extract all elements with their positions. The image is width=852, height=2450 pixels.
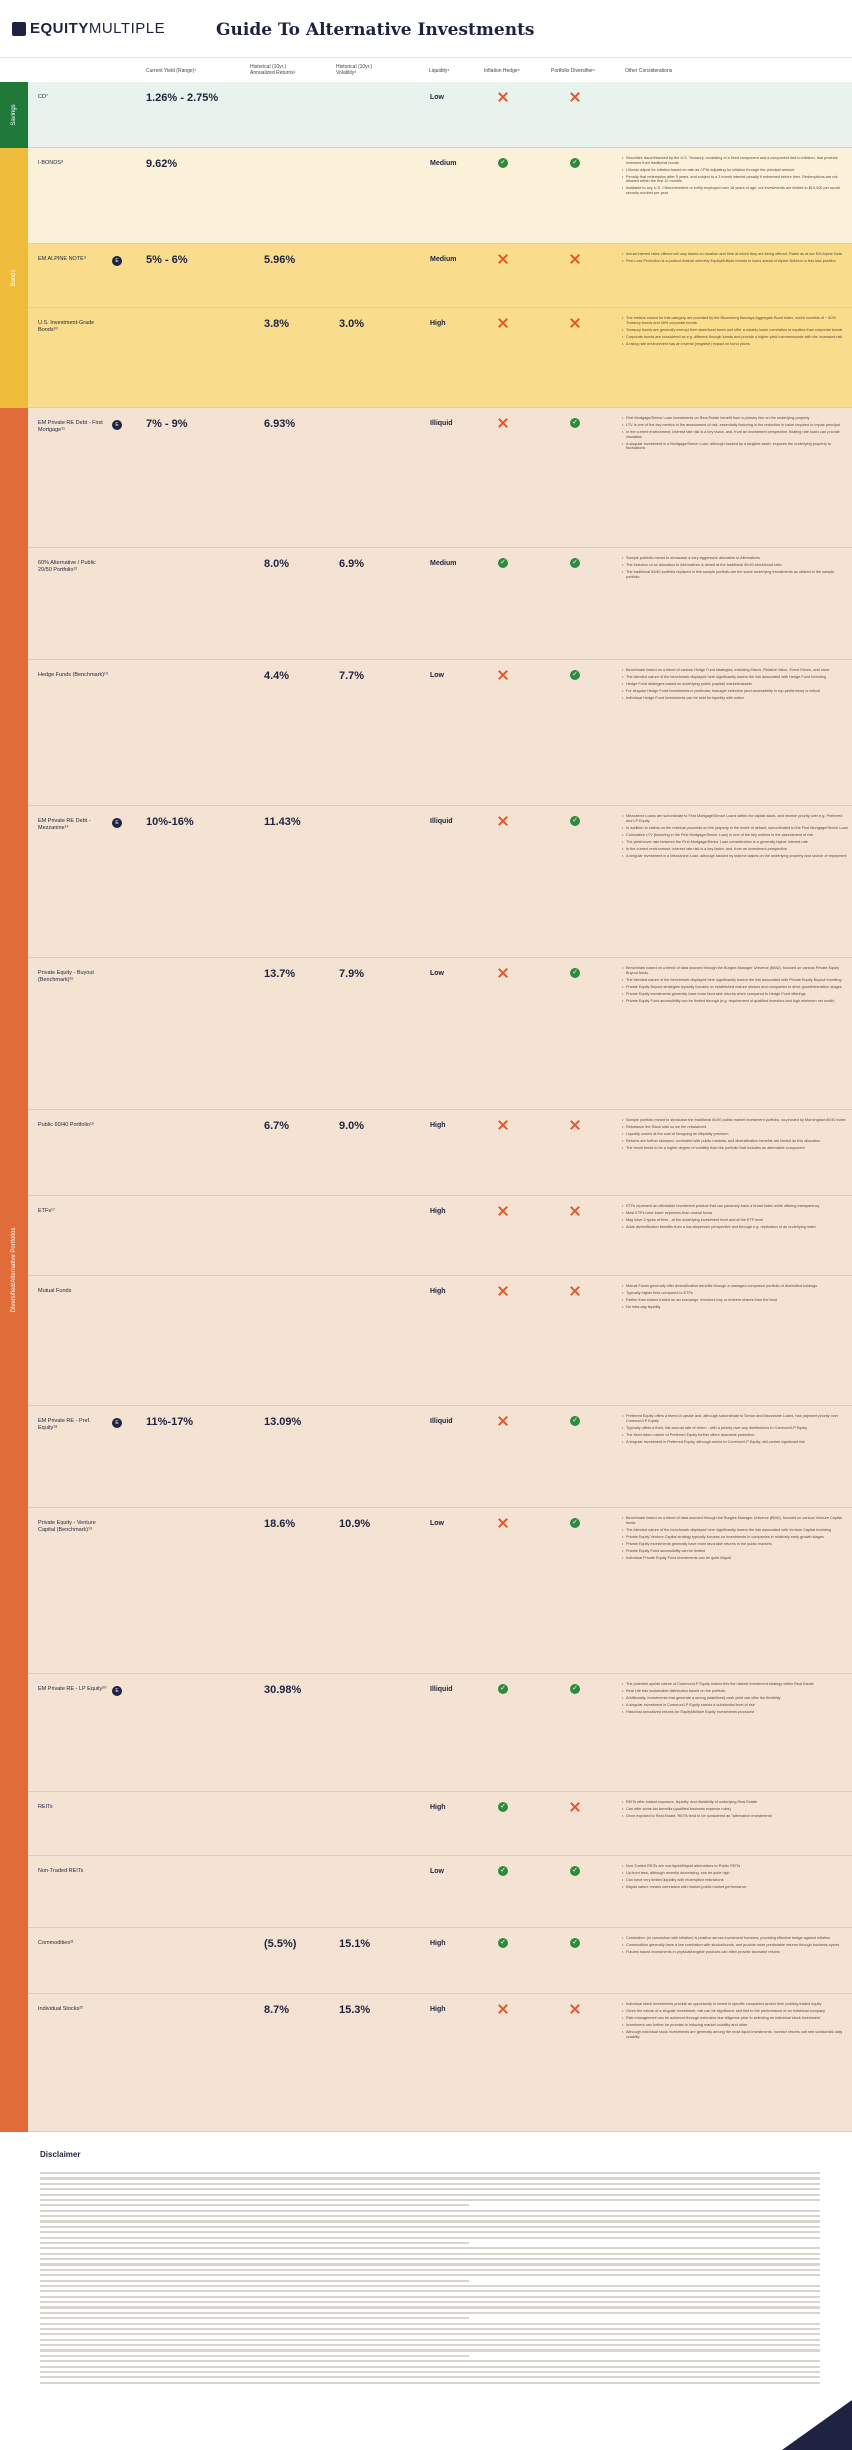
table-row (28, 958, 852, 1110)
other-considerations (622, 252, 848, 266)
fine-print-line (40, 2339, 820, 2341)
consideration-item: • Once exposed to Real Estate, REITs tend to be considered as "alternative investments" (622, 1814, 848, 1819)
consideration-item: • Correlation: (in connection with inflation) is positive across investment horizons, providing effective hedge against inflation (622, 1936, 848, 1941)
fine-print-line (40, 2247, 820, 2249)
consideration-item: • Sample portfolio meant to showcase the traditional 60/40 public market investment portfolio, as proxied by Morningstar 60/40 index (622, 1118, 848, 1123)
logo[interactable] (12, 20, 165, 37)
volatility-value: 9.0% (339, 1120, 365, 1132)
annualized-return-value: 6.93% (264, 418, 296, 430)
fine-print-line (40, 2210, 820, 2212)
annualized-return-value: (5.5%) (264, 1938, 297, 1950)
consideration-item: • A singular investment in a Mezzanine Loan, although backed by indirect claims on the underlying property and source of repayment (622, 854, 848, 859)
volatility-value: 15.3% (339, 2004, 371, 2016)
diversifier-check-icon (570, 1938, 580, 1948)
top-header (0, 0, 852, 58)
table-row (28, 308, 852, 408)
fine-print-line (40, 2258, 820, 2260)
diversifier-check-icon (570, 670, 580, 680)
consideration-item: • No intra-day liquidity (622, 1305, 848, 1310)
table-row (28, 244, 852, 308)
fine-print-line (40, 2237, 820, 2239)
consideration-item: • The potential upside nature of Common/LP Equity makes this the riskiest investment strategy within Real Estate (622, 1682, 848, 1687)
fine-print-line (40, 2355, 469, 2357)
consideration-item: • The yield/cover rate between the First Mortgage/Senior Loan consideration is a generally higher interest rate (622, 840, 848, 845)
liquidity-value: High (430, 2006, 446, 2013)
consideration-item: • For singular Hedge Fund investments in particular, manager selection (and accessibility to top-performers) is critical (622, 689, 848, 694)
table-row (28, 806, 852, 958)
current-yield-value: 11%-17% (146, 1416, 194, 1428)
inflation-hedge-x-icon (498, 92, 508, 102)
consideration-item: • A singular investment in a Mortgage/Senior Loan, although backed by a tangible asset, exposes the underlying property to fluctuations (622, 442, 848, 451)
consideration-item: • Investment can further be promise to inducing market volatility and other (622, 2023, 848, 2028)
fine-print-line (40, 2274, 820, 2276)
annualized-return-value: 6.7% (264, 1120, 290, 1132)
equitymultiple-badge-icon: E (112, 818, 122, 828)
fine-print-line (40, 2253, 820, 2255)
row-name-em-private-re-lp-equity: EM Private RE - LP Equity²⁰ (38, 1686, 107, 1692)
table-row (28, 1674, 852, 1792)
column-header-row (0, 60, 852, 82)
annualized-return-value: 5.96% (264, 254, 296, 266)
current-yield-value: 7% - 9% (146, 418, 188, 430)
diversifier-x-icon (570, 254, 580, 264)
section-savings: Savings (0, 82, 28, 148)
volatility-value: 7.7% (339, 670, 365, 682)
consideration-item: • Cumulative LTV (factoring in the First Mortgage/Senior Loan) is one of the key metrics in the assessment of risk (622, 833, 848, 838)
page-title: Guide To Alternative Investments (216, 20, 535, 40)
row-name-individual-stocks: Individual Stocks²² (38, 2006, 83, 2012)
disclaimer-section (0, 2140, 852, 2450)
liquidity-value: Illiquid (430, 1686, 453, 1693)
liquidity-value: Low (430, 1520, 444, 1527)
consideration-item: • Securities issued/backed by the U.S. Treasury, consisting of a fixed component and a component tied to inflation, that protects investors from traditional bonds (622, 156, 848, 165)
consideration-item: • Benchmark based on a blend of various Hedge Fund strategies, including Macro, Relative Value, Event Driven, and more (622, 668, 848, 673)
consideration-item: • Returns are further stumped, correlated with public markets, and diversification benefits are limited as this allocation (622, 1139, 848, 1144)
fine-print-line (40, 2382, 820, 2384)
fine-print-line (40, 2226, 820, 2228)
fine-print-line (40, 2312, 820, 2314)
liquidity-value: Medium (430, 160, 457, 167)
consideration-item: • Rebalance the Stock side so we the rebalanced (622, 1125, 848, 1130)
row-name-mutual-funds: Mutual Funds (38, 1288, 72, 1294)
consideration-item: • Private Equity Buyout strategies typically focuses on established mature sectors and companies to drive growth/transition stages (622, 985, 848, 990)
diversifier-x-icon (570, 1206, 580, 1216)
inflation-hedge-check-icon (498, 558, 508, 568)
fine-print-line (40, 2263, 820, 2265)
consideration-item: • First Mortgage/Senior Loan investments on Real Estate benefit from a primary lien on the underlying property (622, 416, 848, 421)
liquidity-value: High (430, 1804, 446, 1811)
other-considerations (622, 316, 848, 349)
equitymultiple-badge-icon: E (112, 1418, 122, 1428)
table-row (28, 1276, 852, 1406)
fine-print-line (40, 2242, 469, 2244)
consideration-item: • Typically higher fees compared to ETFs (622, 1291, 848, 1296)
consideration-item: • Penalty that redemption after 5 years, and subject to a 3 month interest penalty if redeemed before then. Redemptions are not allowed within the first 12 months (622, 175, 848, 184)
consideration-item: • Hedge Fund strategies based on underlying public (capital) markets/assets (622, 682, 848, 687)
consideration-item: • Additionally, investments that generate a strong (stabilized) cash yield can offer the flexibility (622, 1696, 848, 1701)
disclaimer-fine-print (40, 2172, 820, 2387)
annualized-return-value: 3.8% (264, 318, 290, 330)
diversifier-check-icon (570, 816, 580, 826)
liquidity-value: Illiquid (430, 420, 453, 427)
annualized-return-value: 8.0% (264, 558, 290, 570)
volatility-value: 7.9% (339, 968, 365, 980)
table-row (28, 408, 852, 548)
column-header-current-yield: Current Yield (Range)¹ (146, 68, 197, 74)
consideration-item: • A rising rate environment has an inverse (negative) impact on bond prices (622, 342, 848, 347)
annualized-return-value: 13.09% (264, 1416, 302, 1428)
inflation-hedge-check-icon (498, 1938, 508, 1948)
row-name-cd: CD⁷ (38, 94, 48, 100)
other-considerations (622, 966, 848, 1006)
fine-print-line (40, 2177, 820, 2179)
fine-print-line (40, 2333, 820, 2335)
row-name-u-s-investment-grade-bonds: U.S. Investment-Grade Bonds¹⁰ (38, 320, 95, 333)
other-considerations (622, 1682, 848, 1717)
annualized-return-value: 30.98% (264, 1684, 302, 1696)
consideration-item: • In addition to claims on the residual proceeds on the property in the event of default, subordinated to the First Mortgage/Senior Loan (622, 826, 848, 831)
column-header-diversifier: Portfolio Diversifier⁶ (551, 68, 596, 74)
fine-print-line (40, 2301, 820, 2303)
annualized-return-value: 18.6% (264, 1518, 296, 1530)
fine-print-line (40, 2215, 820, 2217)
consideration-item: • Benchmark based on a blend of data sourced through the Burgiss Manager Universe (BMU), focused on various Venture Capital funds (622, 1516, 848, 1525)
table-row (28, 1928, 852, 1994)
liquidity-value: Illiquid (430, 1418, 453, 1425)
inflation-hedge-x-icon (498, 254, 508, 264)
inflation-hedge-x-icon (498, 1416, 508, 1426)
row-name-hedge-funds-benchmark: Hedge Funds (Benchmark)¹³ (38, 672, 108, 678)
table-row (28, 660, 852, 806)
consideration-item: • Up-front fees, although recently decreasing, can be quite high (622, 1871, 848, 1876)
other-considerations (622, 2002, 848, 2042)
annualized-return-value: 8.7% (264, 2004, 290, 2016)
inflation-hedge-x-icon (498, 418, 508, 428)
consideration-item: • The result tends to be a higher degree of volatility than the portfolio that includes an alternative component (622, 1146, 848, 1151)
liquidity-value: Medium (430, 256, 457, 263)
current-yield-value: 5% - 6% (146, 254, 188, 266)
consideration-item: • The blended nature of the benchmark displayed here significantly lowers the risk associated with Private Equity Buyout investing (622, 978, 848, 983)
diversifier-x-icon (570, 318, 580, 328)
other-considerations (622, 416, 848, 454)
table-row (28, 1196, 852, 1276)
liquidity-value: High (430, 320, 446, 327)
consideration-item: • Typically offers a fixed, flat accrual rate of return - with a priority over any distributions to Common/LP Equity (622, 1426, 848, 1431)
other-considerations (622, 668, 848, 703)
fine-print-line (40, 2269, 820, 2271)
table-row (28, 1406, 852, 1508)
consideration-item: • Private Equity Venture Capital strategy typically focuses on investments in companies in relatively early growth stages (622, 1535, 848, 1540)
row-name-em-private-re-debt-first-mortgage: EM Private RE Debt - First Mortgage¹¹ (38, 420, 103, 433)
diversifier-check-icon (570, 1684, 580, 1694)
consideration-item: • Sample portfolio meant to showcase a very aggressive allocation to Alternatives (622, 556, 848, 561)
consideration-item: • Benchmark based on a blend of data sourced through the Burgiss Manager Universe (BMU), focused on various Private Equity Buyout funds (622, 966, 848, 975)
other-considerations (622, 1414, 848, 1447)
diversifier-check-icon (570, 558, 580, 568)
equitymultiple-badge-icon: E (112, 420, 122, 430)
section-diversified: Diversified/Alternative Portfolios (0, 408, 28, 2132)
diversifier-check-icon (570, 418, 580, 428)
consideration-item: • Private Equity Fund accessibility can be limited through (e.g. requirement of qualified investors and high minimum net worth) (622, 999, 848, 1004)
diversifier-check-icon (570, 1518, 580, 1528)
row-name-private-equity-buyout-benchmark: Private Equity - Buyout (Benchmark)¹⁵ (38, 970, 94, 983)
consideration-item: • Corporate bonds are considered as e.g. different through bonds and provide a higher yield commensurate with the increased risk (622, 335, 848, 340)
fine-print-line (40, 2290, 820, 2292)
consideration-item: • The blended nature of the benchmark displayed here significantly lowers the risk associated with Hedge Fund investing (622, 675, 848, 680)
consideration-item: • Most ETFs have lower expenses than mutual funds (622, 1211, 848, 1216)
fine-print-line (40, 2220, 820, 2222)
diversifier-x-icon (570, 1802, 580, 1812)
consideration-item: • Futures based investments in physical/tangible products can often provide favorable returns (622, 1950, 848, 1955)
table-row (28, 548, 852, 660)
row-name-reits: REITs (38, 1804, 53, 1810)
consideration-item: • Adds diversification benefits from a low-dispersion perspective and through e.g. replication of an underlying index (622, 1225, 848, 1230)
column-header-liquidity: Liquidity⁴ (429, 68, 450, 74)
inflation-hedge-x-icon (498, 670, 508, 680)
consideration-item: • Individual Hedge Fund investments can be sold for liquidity with notice (622, 696, 848, 701)
volatility-value: 10.9% (339, 1518, 371, 1530)
inflation-hedge-x-icon (498, 2004, 508, 2014)
other-considerations (622, 1864, 848, 1892)
annualized-return-value: 11.43% (264, 816, 301, 828)
consideration-item: • LTV is one of the key metrics in the assessment of risk, essentially factoring in the reduction in value required to impair principal (622, 423, 848, 428)
liquidity-value: Low (430, 672, 444, 679)
current-yield-value: 1.26% - 2.75% (146, 92, 219, 104)
other-considerations (622, 1516, 848, 1563)
liquidity-value: High (430, 1208, 446, 1215)
consideration-item: • Historical annualized returns for EquityMultiple Equity investments produced (622, 1710, 848, 1715)
fine-print-line (40, 2366, 820, 2368)
consideration-item: • Given the nature of a singular investment, risk can be significant, and tied to the performance of an individual company (622, 2009, 848, 2014)
liquidity-value: Low (430, 1868, 444, 1875)
fine-print-line (40, 2280, 469, 2282)
diversifier-check-icon (570, 968, 580, 978)
consideration-item: • First Loss Protection is a product feature whereby EquityMultiple invests in loans ahead of Alpine Notes in a first loss position (622, 259, 848, 264)
logo-text: EQUITYMULTIPLE (30, 20, 166, 37)
equitymultiple-badge-icon: E (112, 1686, 122, 1696)
diversifier-x-icon (570, 1286, 580, 1296)
inflation-hedge-check-icon (498, 1866, 508, 1876)
fine-print-line (40, 2323, 820, 2325)
diversifier-x-icon (570, 2004, 580, 2014)
row-name-em-private-re-debt-mezzanine: EM Private RE Debt - Mezzanine¹⁴ (38, 818, 91, 831)
row-name-i-bonds: I-BONDS⁸ (38, 160, 64, 166)
corner-decoration (782, 2400, 852, 2450)
liquidity-value: High (430, 1288, 446, 1295)
fine-print-line (40, 2376, 820, 2378)
column-header-volatility: Historical (10yr.) Volatility³ (336, 64, 373, 76)
consideration-item: • The fixed return nature of Preferred Equity further offers downside protection (622, 1433, 848, 1438)
consideration-item: • Commodities generally have a low correlation with stocks/bonds, and provide more predictable returns through business cycles (622, 1943, 848, 1948)
row-name-private-equity-venture-capital-benchmark: Private Equity - Venture Capital (Benchmark)¹⁹ (38, 1520, 96, 1533)
consideration-item: • ETFs represent an affordable investment product that can passively track a broad index while offering transparency (622, 1204, 848, 1209)
row-name-em-alpine-note: EM ALPINE NOTE⁹ (38, 256, 87, 262)
fine-print-line (40, 2306, 820, 2308)
inflation-hedge-x-icon (498, 1206, 508, 1216)
other-considerations (622, 814, 848, 861)
table-row (28, 148, 852, 244)
consideration-item: • Liquidity comes at the cost of foregoing an illiquidity premium (622, 1132, 848, 1137)
table-row (28, 1508, 852, 1674)
fine-print-line (40, 2296, 820, 2298)
fine-print-line (40, 2188, 820, 2190)
diversifier-check-icon (570, 158, 580, 168)
fine-print-line (40, 2285, 820, 2287)
diversifier-x-icon (570, 92, 580, 102)
fine-print-line (40, 2194, 820, 2196)
consideration-item: • Risk management can be achieved through extensive due diligence prior to selecting an individual stock investment (622, 2016, 848, 2021)
other-considerations (622, 1936, 848, 1957)
liquidity-value: Low (430, 970, 444, 977)
current-yield-value: 9.62% (146, 158, 178, 170)
consideration-item: • May have 2 types of fees - at the underlying investment level and at the ETF level (622, 1218, 848, 1223)
consideration-item: • Although individual stock investments are generally among the most liquid investments, investor returns can see substantial daily volatility (622, 2030, 848, 2039)
volatility-value: 3.0% (339, 318, 365, 330)
other-considerations (622, 156, 848, 198)
consideration-item: • A singular investment in Common/LP Equity carries a substantial level of risk (622, 1703, 848, 1708)
row-name-non-traded-reits: Non-Traded REITs (38, 1868, 84, 1874)
consideration-item: • Can have very limited liquidity with redemption restrictions (622, 1878, 848, 1883)
table-row (28, 1110, 852, 1196)
volatility-value: 15.1% (339, 1938, 371, 1950)
volatility-value: 6.9% (339, 558, 365, 570)
row-name-etfs: ETFs¹⁷ (38, 1208, 55, 1214)
other-considerations (622, 1118, 848, 1153)
consideration-item: • The metrics shown for this category are provided by the Bloomberg Barclays Aggregate Bond Index, which consists of ~ 60% Treasury bonds and 40% corporate bonds (622, 316, 848, 325)
consideration-item: • The inclusion of an allocation to Alternatives is aimed at the traditional 60/40 stock/bond ratio (622, 563, 848, 568)
other-considerations (622, 1204, 848, 1232)
liquidity-value: Illiquid (430, 818, 453, 825)
inflation-hedge-x-icon (498, 1518, 508, 1528)
consideration-item: • Preferred Equity offers a blend of upside and, although subordinate to Senior and Mezzanine Loans, has payment priority over Common/LP Equity (622, 1414, 848, 1423)
consideration-item: • Treasury bonds are generally exempt from state/local taxes and offer a notably lower correlation to equities than corporate bonds (622, 328, 848, 333)
liquidity-value: Low (430, 94, 444, 101)
other-considerations (622, 1284, 848, 1312)
consideration-item: • I-Bonds adjust for inflation based on rate as CPIU adjusting for inflation through the principal amount (622, 168, 848, 173)
inflation-hedge-check-icon (498, 158, 508, 168)
table-row (28, 82, 852, 148)
consideration-item: • Illiquid nature means correlation with market-public market performance (622, 1885, 848, 1890)
fine-print-line (40, 2371, 820, 2373)
column-header-inflation-hedge: Inflation Hedge⁵ (484, 68, 520, 74)
consideration-item: • Mezzanine Loans are subordinate to First Mortgage/Senior Loans within the capital stack, and receive priority over e.g. Preferred and LP Equity (622, 814, 848, 823)
diversifier-check-icon (570, 1416, 580, 1426)
diversifier-check-icon (570, 1866, 580, 1876)
consideration-item: • The traditional 60/40 portfolio replaced in this sample portfolio are the same underlying investments as utilized in the sample portfolio (622, 570, 848, 579)
fine-print-line (40, 2360, 820, 2362)
consideration-item: • Individual Private Equity Fund investments can be quite illiquid (622, 1556, 848, 1561)
consideration-item: • Real Life has sustainable distribution based on the portfolio (622, 1689, 848, 1694)
fine-print-line (40, 2204, 469, 2206)
consideration-item: • Private Equity investments generally have more favorable returns in the public markets (622, 1542, 848, 1547)
consideration-item: • In the current environment, interest rate risk is a key factor, and, from an investment perspective, floating rate loans can provide insulation (622, 430, 848, 439)
inflation-hedge-x-icon (498, 968, 508, 978)
inflation-hedge-x-icon (498, 1286, 508, 1296)
consideration-item: • The blended nature of the benchmark displayed here significantly lowers the risk associated with Venture Capital investing (622, 1528, 848, 1533)
column-header-other: Other Considerations (625, 68, 673, 74)
table-row (28, 1856, 852, 1928)
row-name-commodities: Commodities²¹ (38, 1940, 74, 1946)
consideration-item: • Non-Traded REITs are non-liquid/illiquid alternatives to Public REITs (622, 1864, 848, 1869)
diversifier-x-icon (570, 1120, 580, 1130)
consideration-item: • Individual stock investments provide an opportunity to invest in specific companies and/or their publicly-traded equity (622, 2002, 848, 2007)
row-name-public-60-40-portfolio: Public 60/40 Portfolio¹⁶ (38, 1122, 95, 1128)
fine-print-line (40, 2317, 469, 2319)
consideration-item: • Rather than shares traded on an exchange, investors buy or redeem shares from the fund (622, 1298, 848, 1303)
inflation-hedge-x-icon (498, 816, 508, 826)
inflation-hedge-x-icon (498, 1120, 508, 1130)
disclaimer-title: Disclaimer (40, 2150, 81, 2159)
row-name-em-private-re-pref-equity: EM Private RE - Pref. Equity¹⁸ (38, 1418, 91, 1431)
table-row (28, 1994, 852, 2132)
current-yield-value: 10%-16% (146, 816, 194, 828)
consideration-item: • A singular investment in Preferred Equity, although senior to Common/LP Equity, still carries significant risk (622, 1440, 848, 1445)
section-bonds: Bonds (0, 148, 28, 408)
annualized-return-value: 13.7% (264, 968, 296, 980)
row-name-60-alternative-public-20-50-portfolio: 60% Alternative / Public 20/50 Portfolio¹² (38, 560, 96, 573)
inflation-hedge-check-icon (498, 1684, 508, 1694)
fine-print-line (40, 2172, 820, 2174)
liquidity-value: High (430, 1940, 446, 1947)
consideration-item: • Private Equity Fund accessibility can be limited (622, 1549, 848, 1554)
fine-print-line (40, 2349, 820, 2351)
consideration-item: • Available to any U.S. Citizen/resident or entity employed over 18 years of age, but investments are limited to $10,000 per social security number per year (622, 186, 848, 195)
equitymultiple-badge-icon: E (112, 256, 122, 266)
consideration-item: • Private Equity investments generally have more favorable returns when compared to Hedge Fund offerings (622, 992, 848, 997)
table-row (28, 1792, 852, 1856)
annualized-return-value: 4.4% (264, 670, 290, 682)
column-header-returns: Historical (10yr.) Annualized Returns² (250, 64, 296, 76)
liquidity-value: High (430, 1122, 446, 1129)
logo-mark-icon (12, 22, 26, 36)
consideration-item: • Actual interest rates offered will vary based on duration and time at which they are being offered. Rates as at our EM Alpine Note (622, 252, 848, 257)
other-considerations (622, 556, 848, 582)
consideration-item: • Can offer some tax benefits (qualified business expense rules) (622, 1807, 848, 1812)
fine-print-line (40, 2344, 820, 2346)
inflation-hedge-x-icon (498, 318, 508, 328)
fine-print-line (40, 2183, 820, 2185)
consideration-item: • Mutual Funds generally offer diversification benefits through a managed composed portfolio of diversified holdings (622, 1284, 848, 1289)
inflation-hedge-check-icon (498, 1802, 508, 1812)
consideration-item: • REITs offer instant exposure, liquidity, and divisibility of underlying Real Estate (622, 1800, 848, 1805)
fine-print-line (40, 2328, 820, 2330)
fine-print-line (40, 2199, 820, 2201)
consideration-item: • In the current environment, interest rate risk is a key factor, and, from an investment perspective (622, 847, 848, 852)
liquidity-value: Medium (430, 560, 457, 567)
other-considerations (622, 1800, 848, 1821)
fine-print-line (40, 2231, 820, 2233)
